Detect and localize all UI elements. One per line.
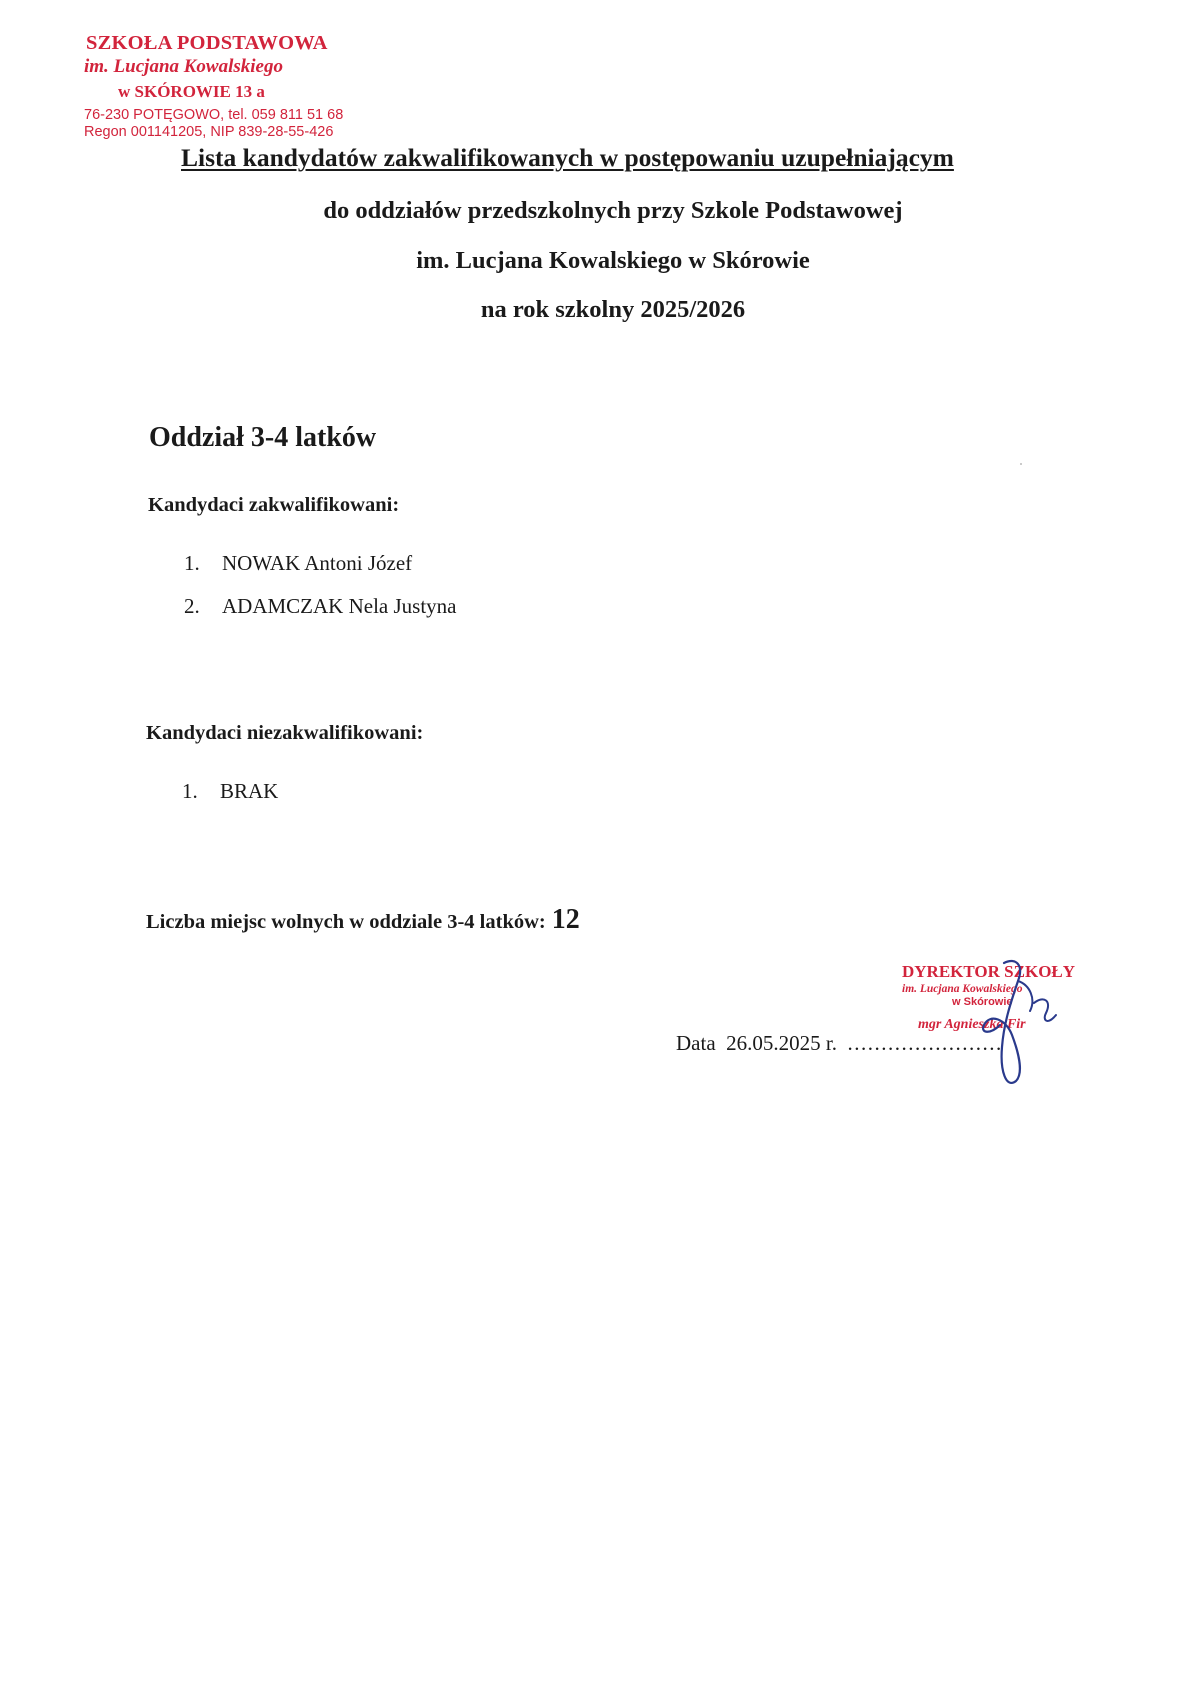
school-stamp-ids: Regon 001141205, NIP 839-28-55-426 [84,124,334,140]
director-stamp-title: DYREKTOR SZKOŁY [902,962,1076,981]
list-item-number: 1. [182,779,198,803]
director-stamp-location: w Skórowie [952,996,1013,1008]
section-heading: Oddział 3-4 latków [149,422,377,453]
list-item-name: BRAK [220,779,279,803]
title-line-3: im. Lucjana Kowalskiego w Skórowie [416,247,810,274]
title-line-2: do oddziałów przedszkolnych przy Szkole Podstawowej [323,197,903,224]
school-stamp-location: w SKÓROWIE 13 a [118,82,265,101]
school-stamp-patron: im. Lucjana Kowalskiego [84,56,283,77]
list-item [184,594,456,619]
list-item-number: 1. [184,551,200,575]
title-line-4: na rok szkolny 2025/2026 [480,296,746,323]
free-places-summary [146,904,580,936]
date-label: Data [676,1031,716,1055]
school-stamp-name: SZKOŁA PODSTAWOWA [86,32,328,54]
handwritten-signature [960,955,1070,1095]
free-places-label: Liczba miejsc wolnych w oddziale 3-4 latków: [146,911,546,933]
date-line [676,1031,1003,1056]
signature-dots: ....................... [847,1031,1003,1055]
list-item-name: ADAMCZAK Nela Justyna [222,594,457,618]
list-item-name: NOWAK Antoni Józef [222,551,413,575]
list-item-number: 2. [184,594,200,618]
list-item [184,551,412,576]
not-qualified-label: Kandydaci niezakwalifikowani: [146,722,424,744]
scan-speck [1020,463,1022,465]
document-title: Lista kandydatów zakwalifikowanych w postępowaniu uzupełniającym [181,143,954,172]
list-item [182,779,278,804]
director-stamp-person: mgr Agnieszka Fir [918,1017,1026,1032]
free-places-count: 12 [551,904,580,935]
qualified-label: Kandydaci zakwalifikowani: [148,494,400,516]
director-stamp-patron: im. Lucjana Kowalskiego [902,983,1023,995]
school-stamp-address: 76-230 POTĘGOWO, tel. 059 811 51 68 [84,107,344,123]
date-value: 26.05.2025 r. [726,1031,837,1055]
